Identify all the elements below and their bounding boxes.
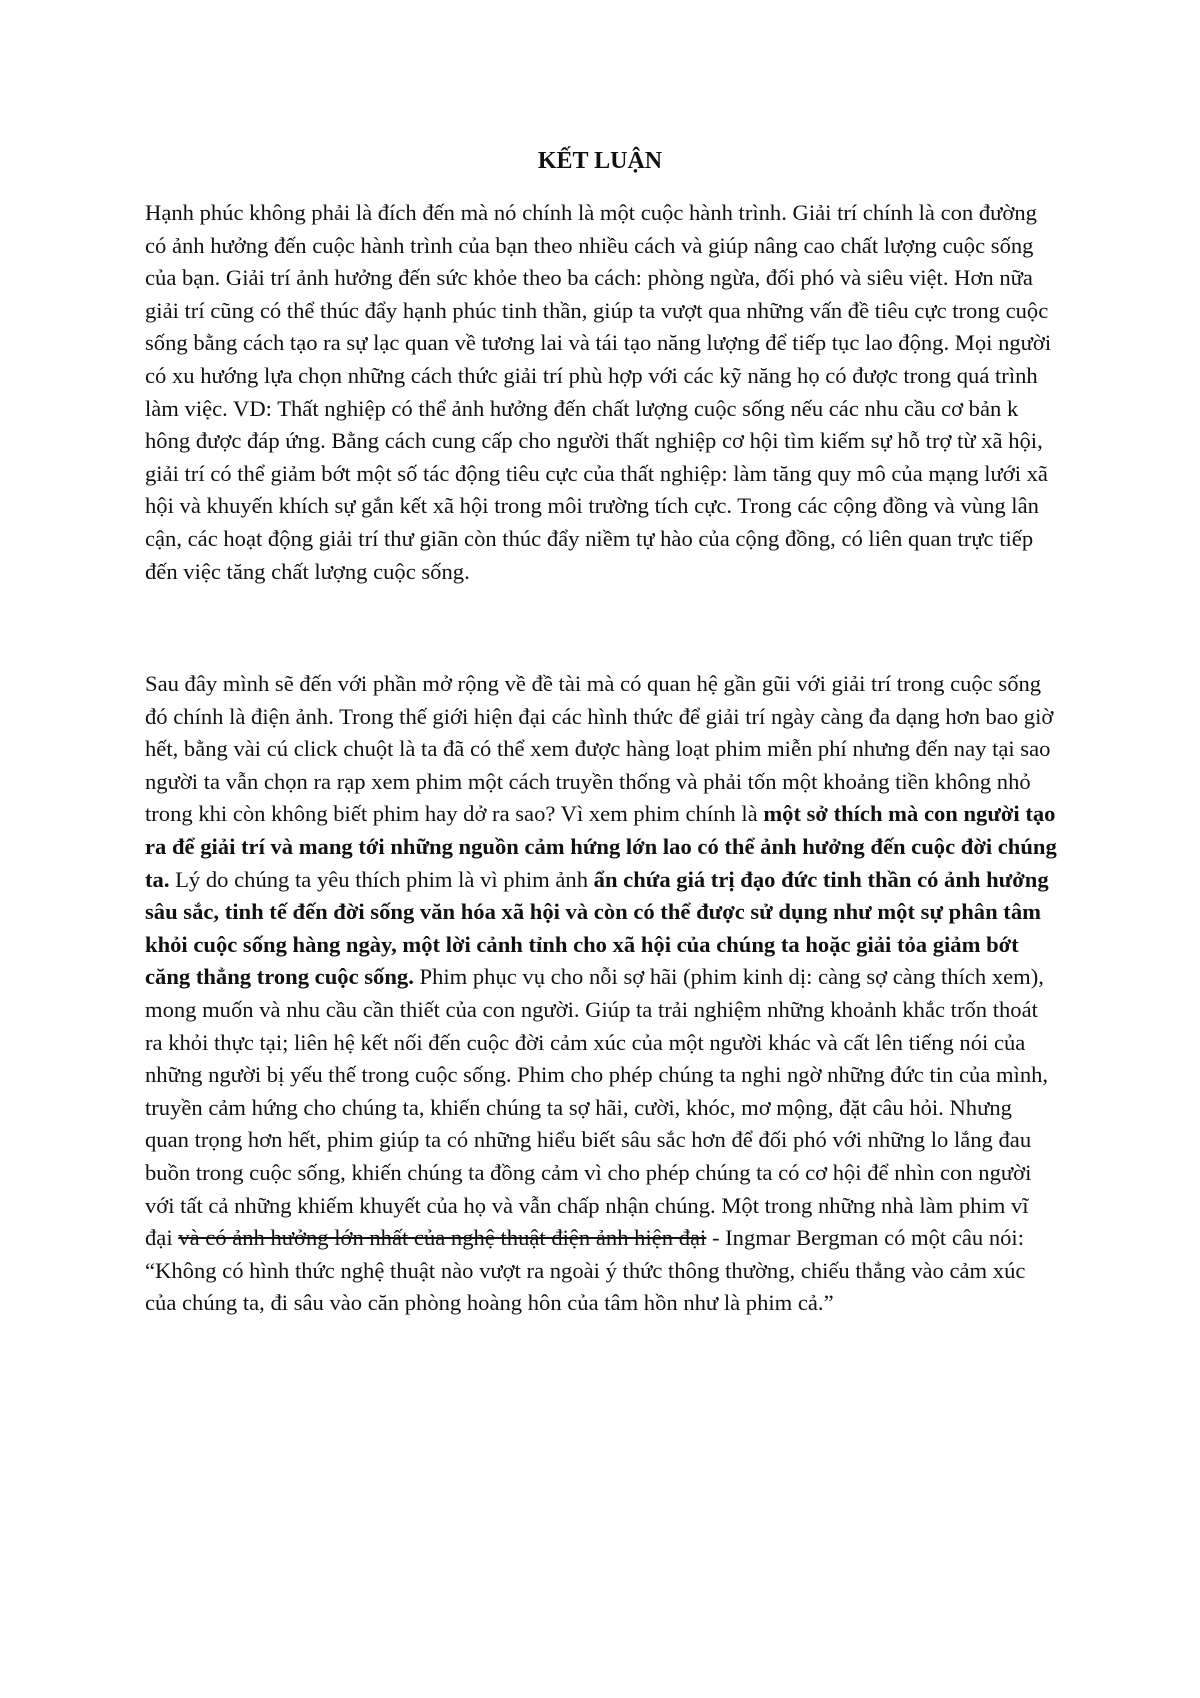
paragraph-cinema-text-4: - Ingmar Bergman có một câu nói: “Không có hình thức nghệ thuật nào vượt ra ngoài ý thức thông thường, chiếu thẳng vào cảm xúc của chúng ta, đi sâu vào căn phòng hoàng hôn của tâm hồn như là phim cả.”: [145, 1225, 1026, 1316]
paragraph-cinema-text-3: Phim phục vụ cho nỗi sợ hãi (phim kinh dị: càng sợ càng thích xem), mong muốn và nhu cầu cần thiết của con người. Giúp ta trải nghiệm những khoảnh khắc trốn thoát ra khỏi thực tại; liên hệ kết nối đến cuộc đời cảm xúc của một người khác và cất lên tiếng nói của những người bị yếu thế trong cuộc sống. Phim cho phép chúng ta nghi ngờ những đức tin của mình, truyền cảm hứng cho chúng ta, khiến chúng ta sợ hãi, cười, khóc, mơ mộng, đặt câu hỏi. Nhưng quan trọng hơn hết, phim giúp ta có những hiểu biết sâu sắc hơn để đối phó với những lo lắng đau buồn trong cuộc sống, khiến chúng ta đồng cảm vì cho phép chúng ta có cơ hội để nhìn con người với tất cả những khiếm khuyết của họ và vẫn chấp nhận chúng. Một trong những nhà làm phim vĩ đại: [145, 964, 1049, 1251]
paragraph-cinema-text-2: Lý do chúng ta yêu thích phim là vì phim ảnh: [169, 866, 594, 892]
document-title: KẾT LUẬN: [537, 148, 663, 174]
paragraph-cinema-bold-2: ẩn chứa giá trị đạo đức tinh thần có ảnh hưởng sâu sắc, tinh tế đến đời sống văn hóa xã hội và còn có thể được sử dụng như một sự phân tâm khỏi cuộc sống hàng ngày, một lời cảnh tỉnh cho xã hội của chúng ta hoặc giải tỏa giảm bớt căng thẳng trong cuộc sống.: [145, 866, 1049, 990]
paragraph-cinema: [145, 668, 1060, 1320]
paragraph-cinema-text-1: Sau đây mình sẽ đến với phần mở rộng về đề tài mà có quan hệ gần gũi với giải trí trong cuộc sống đó chính là điện ảnh. Trong thế giới hiện đại các hình thức để giải trí ngày càng đa dạng hơn bao giờ hết, bằng vài cú click chuột là ta đã có thể xem được hàng loạt phim miễn phí nhưng đến nay tại sao người ta vẫn chọn ra rạp xem phim một cách truyền thống và phải tốn một khoảng tiền không nhỏ trong khi còn không biết phim hay dở ra sao? Vì xem phim chính là: [145, 671, 1054, 827]
paragraph-cinema-bold-1: một sở thích mà con người tạo ra để giải trí và mang tới những nguồn cảm hứng lớn lao có thể ảnh hưởng đến cuộc đời chúng ta.: [145, 801, 1057, 892]
paragraph-cinema-strikethrough: và có ảnh hưởng lớn nhất của nghệ thuật điện ảnh hiện đại: [178, 1225, 707, 1251]
paragraph-conclusion: Hạnh phúc không phải là đích đến mà nó chính là một cuộc hành trình. Giải trí chính là con đường có ảnh hưởng đến cuộc hành trình của bạn theo nhiều cách và giúp nâng cao chất lượng cuộc sống của bạn. Giải trí ảnh hưởng đến sức khỏe theo ba cách: phòng ngừa, đối phó và siêu việt. Hơn nữa giải trí cũng có thể thúc đẩy hạnh phúc tinh thần, giúp ta vượt qua những vấn đề tiêu cực trong cuộc sống bằng cách tạo ra sự lạc quan về tương lai và tái tạo năng lượng để tiếp tục lao động. Mọi người có xu hướng lựa chọn những cách thức giải trí phù hợp với các kỹ năng họ có được trong quá trình làm việc. VD: Thất nghiệp có thể ảnh hưởng đến chất lượng cuộc sống nếu các nhu cầu cơ bản k hông được đáp ứng. Bằng cách cung cấp cho người thất nghiệp cơ hội tìm kiếm sự hỗ trợ từ xã hội, giải trí có thể giảm bớt một số tác động tiêu cực của thất nghiệp: làm tăng quy mô của mạng lưới xã hội và khuyến khích sự gắn kết xã hội trong môi trường tích cực. Trong các cộng đồng và vùng lân cận, các hoạt động giải trí thư giãn còn thúc đẩy niềm tự hào của cộng đồng, có liên quan trực tiếp đến việc tăng chất lượng cuộc sống.: [145, 200, 1052, 584]
